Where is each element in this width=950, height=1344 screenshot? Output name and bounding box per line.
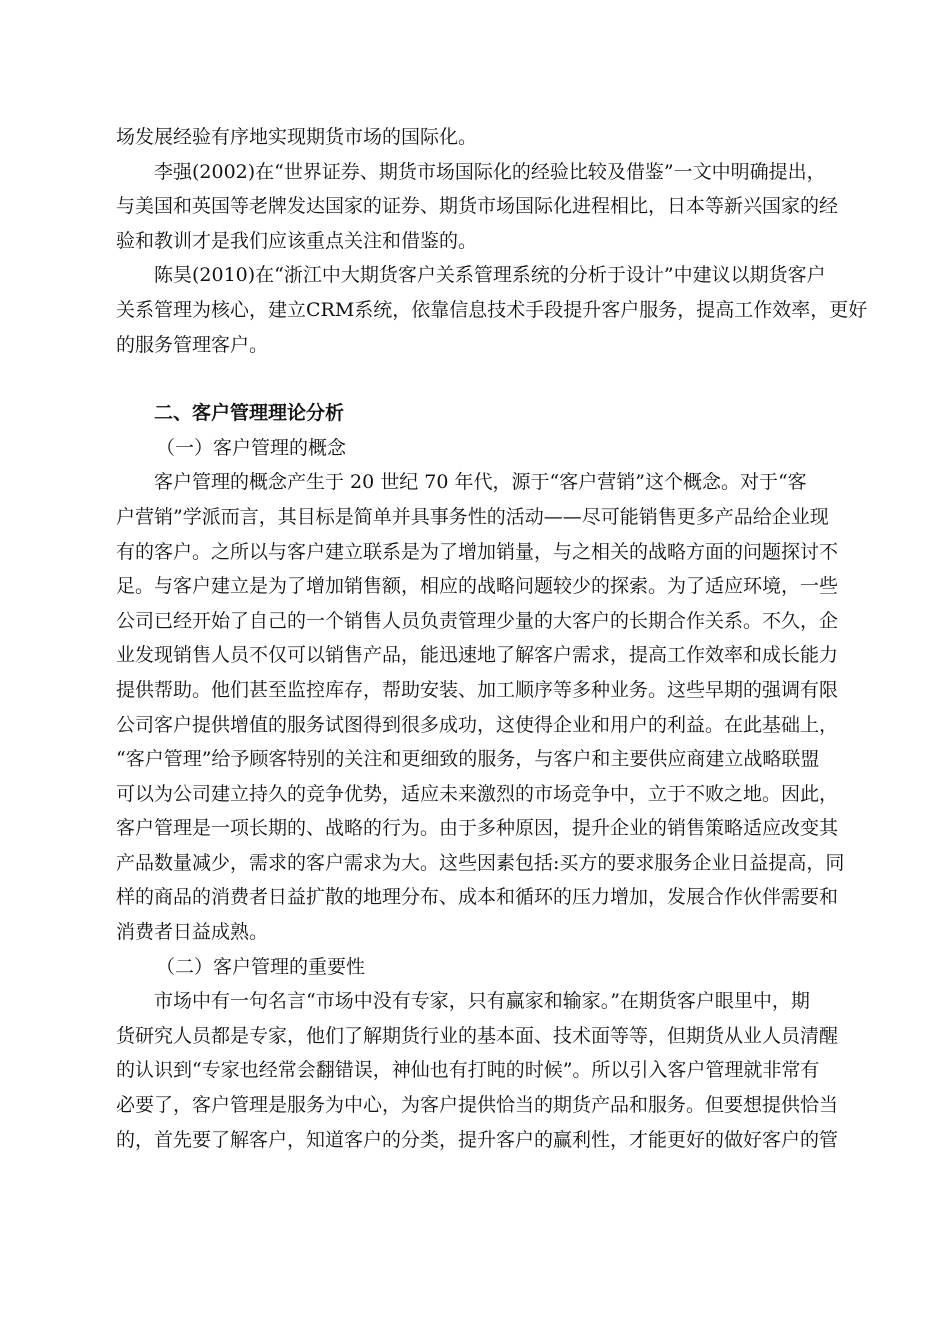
paragraph-li-qiang bbox=[116, 155, 858, 259]
text-line: 消费者日益成熟。 bbox=[116, 921, 269, 944]
text-line: 客户管理的概念产生于 20 世纪 70 年代，源于“客户营销”这个概念。对于“客 bbox=[154, 471, 807, 494]
text-line: 有的客户。之所以与客户建立联系是为了增加销量，与之相关的战略方面的问题探讨不 bbox=[116, 540, 839, 563]
subsection-heading-importance: （二）客户管理的重要性 bbox=[156, 955, 366, 978]
text-line: 市场中有一句名言“市场中没有专家，只有赢家和输家。”在期货客户眼里中，期 bbox=[154, 990, 810, 1013]
text-line: “客户管理”给予顾客特别的关注和更细致的服务，与客户和主要供应商建立战略联盟 bbox=[116, 748, 820, 771]
paragraph-concept bbox=[116, 465, 858, 949]
text-line: 货研究人员都是专家，他们了解期货行业的基本面、技术面等等，但期货从业人员清醒 bbox=[116, 1024, 839, 1047]
text-line: 公司客户提供增值的服务试图得到很多成功，这使得企业和用户的利益。在此基础上， bbox=[116, 713, 839, 736]
text-line: 客户管理是一项长期的、战略的行为。由于多种原因，提升企业的销售策略适应改变其 bbox=[116, 817, 839, 840]
text-line: 公司已经开始了自己的一个销售人员负责管理少量的大客户的长期合作关系。不久，企 bbox=[116, 609, 839, 632]
text-line: 的认识到“专家也经常会翻错误，神仙也有打盹的时候”。所以引入客户管理就非常有 bbox=[116, 1059, 820, 1082]
text-line: 提供帮助。他们甚至监控库存，帮助安装、加工顺序等多种业务。这些早期的强调有限 bbox=[116, 678, 839, 701]
text-line: 足。与客户建立是为了增加销售额，相应的战略问题较少的探索。为了适应环境，一些 bbox=[116, 575, 839, 598]
text-line: 陈昊(2010)在“浙江中大期货客户关系管理系统的分析于设计”中建议以期货客户 bbox=[154, 264, 826, 287]
text-line: 与美国和英国等老牌发达国家的证券、期货市场国际化进程相比，日本等新兴国家的经 bbox=[116, 195, 839, 218]
text-line: 关系管理为核心，建立CRM系统，依靠信息技术手段提升客户服务，提高工作效率，更好 bbox=[116, 298, 868, 321]
document-page bbox=[116, 120, 868, 1157]
paragraph-importance bbox=[116, 984, 858, 1157]
text-line: 可以为公司建立持久的竞争优势，适应未来激烈的市场竞争中，立于不败之地。因此， bbox=[116, 782, 839, 805]
paragraph-intro-continuation bbox=[116, 120, 858, 155]
text-line: 李强(2002)在“世界证券、期货市场国际化的经验比较及借鉴”一文中明确提出， bbox=[154, 160, 826, 183]
section-spacer bbox=[116, 362, 858, 396]
text-line: 的服务管理客户。 bbox=[116, 333, 269, 356]
text-line: 必要了，客户管理是服务为中心，为客户提供恰当的期货产品和服务。但要想提供恰当 bbox=[116, 1094, 839, 1117]
text-line: 验和教训才是我们应该重点关注和借鉴的。 bbox=[116, 229, 478, 252]
section-heading: 二、客户管理理论分析 bbox=[154, 402, 345, 425]
text-line: 户营销”学派而言，其目标是简单并具事务性的活动——尽可能销售更多产品给企业现 bbox=[116, 505, 829, 528]
text-line: 产品数量减少，需求的客户需求为大。这些因素包括:买方的要求服务企业日益提高，同 bbox=[116, 851, 845, 874]
subsection-heading-concept: （一）客户管理的概念 bbox=[156, 436, 347, 459]
paragraph-chen-hao bbox=[116, 258, 868, 362]
text-line: 业发现销售人员不仅可以销售产品，能迅速地了解客户需求，提高工作效率和成长能力 bbox=[116, 644, 839, 667]
text-line: 样的商品的消费者日益扩散的地理分布、成本和循环的压力增加，发展合作伙伴需要和 bbox=[116, 886, 839, 909]
text-line: 场发展经验有序地实现期货市场的国际化。 bbox=[116, 126, 478, 148]
text-line: 的，首先要了解客户，知道客户的分类，提升客户的赢利性，才能更好的做好客户的管 bbox=[116, 1128, 839, 1151]
